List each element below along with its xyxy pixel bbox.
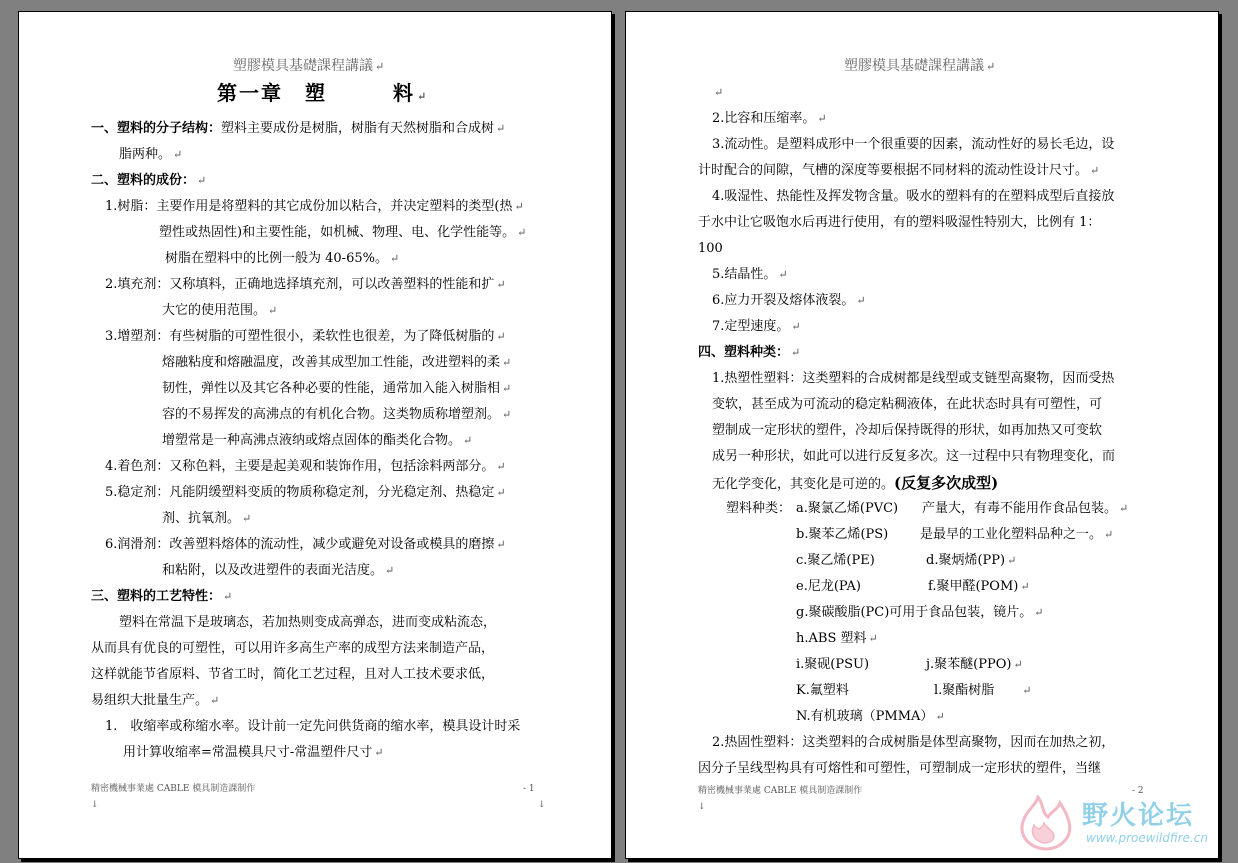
section-4: 四、塑料种类： ↵ <box>698 345 801 360</box>
text-line: 计时配合的间隙，气槽的深度等要根据不同材料的流动性设计尺寸。 ↵ <box>698 163 1100 178</box>
list-item: j.聚苯醚(PPO) ↵ <box>926 657 1023 672</box>
page-number: - 2 <box>1132 786 1144 796</box>
text-line: 因分子呈线型构具有可熔性和可塑性，可塑制成一定形状的塑件，当继 <box>698 761 1102 776</box>
list-item: e.尼龙(PA) <box>796 579 861 594</box>
text-line: 塑料种类： <box>726 501 792 516</box>
section-2: 二、塑料的成份： ↵ <box>91 173 207 188</box>
section-3: 三、塑料的工艺特性： ↵ <box>91 589 233 604</box>
text-line: 2.热固性塑料：这类塑料的合成树脂是体型高聚物，因而在加热之初， <box>712 735 1115 750</box>
text-line: 7.定型速度。 ↵ <box>712 319 801 334</box>
text-line: 3.流动性。是塑料成形中一个很重要的因素，流动性好的易长毛边，设 <box>712 137 1115 152</box>
text-line: 成另一种形状，如此可以进行反复多次。这一过程中只有物理变化，而 <box>712 449 1116 464</box>
text-line: 1. 收缩率或称缩水率。设计前一定先问供货商的缩水率，模具设计时采 <box>105 719 521 734</box>
forum-watermark <box>1014 795 1224 853</box>
text-line: 易组织大批量生产。 ↵ <box>91 693 220 708</box>
text-line: 5.稳定剂：凡能阴缓塑料变质的物质称稳定剂，分光稳定剂、热稳定 ↵ <box>105 485 506 500</box>
text-line: 1.树脂：主要作用是将塑料的其它成份加以粘合，并决定塑料的类型(热 ↵ <box>105 199 524 214</box>
list-item: 产量大，有毒不能用作食品包装。 ↵ <box>922 501 1129 516</box>
list-item: b.聚苯乙烯(PS) <box>796 527 889 542</box>
list-item: a.聚氯乙烯(PVC) <box>796 501 899 516</box>
page-header: 塑膠模具基礎課程講議 ↵ <box>233 58 385 74</box>
watermark-title: 野火论坛 <box>1082 801 1195 831</box>
text-line: 6.应力开裂及熔体液裂。 ↵ <box>712 293 866 308</box>
text-line: ↵ <box>714 86 724 99</box>
document-page-2 <box>625 11 1219 859</box>
text-line: 2.比容和压缩率。 ↵ <box>712 111 827 126</box>
list-item: g.聚碳酸脂(PC)可用于食品包装，镜片。 ↵ <box>796 605 1044 620</box>
text-line: 变软，甚至成为可流动的稳定粘稠液体，在此状态时具有可塑性，可 <box>712 397 1103 412</box>
text-line: 于水中让它吸饱水后再进行使用，有的塑料吸湿性特别大，比例有 1： <box>698 215 1101 230</box>
document-page-1 <box>18 11 612 859</box>
watermark-url: www.proewildfire.cn <box>1086 831 1208 845</box>
list-item: i.聚砚(PSU) <box>796 657 870 672</box>
page-header: 塑膠模具基礎課程講議 ↵ <box>844 58 996 74</box>
text-line: 1.热塑性塑料：这类塑料的合成树都是线型或支链型高聚物，因而受热 <box>712 371 1115 386</box>
text-line: 这样就能节省原料、节省工时，简化工艺过程，且对人工技术要求低， <box>91 667 495 682</box>
section-1: 一、塑料的分子结构：塑料主要成份是树脂，树脂有天然树脂和合成树 ↵ <box>91 121 506 136</box>
text-line: 2.填充剂：又称填料，正确地选择填充剂，可以改善塑料的性能和扩 ↵ <box>105 277 506 292</box>
page-number: - 1 <box>523 784 535 794</box>
list-item: c.聚乙烯(PE) <box>796 553 875 568</box>
list-item: d.聚炳烯(PP) ↵ <box>926 553 1017 568</box>
text-line: 大它的使用范围。 ↵ <box>162 303 278 318</box>
list-item: l.聚酯树脂 ↵ <box>934 683 1032 698</box>
text-line: 增塑常是一种高沸点液纳或熔点固体的酯类化合物。 ↵ <box>162 433 473 448</box>
text-line: 3.增塑剂：有些树脂的可塑性很小，柔软性也很差，为了降低树脂的 ↵ <box>105 329 506 344</box>
footer-mark: ↓ <box>91 800 99 810</box>
text-line: 容的不易挥发的高沸点的有机化合物。这类物质称增塑剂。 ↵ <box>162 407 512 422</box>
text-line: 5.结晶性。 ↵ <box>712 267 788 282</box>
text-line: 用计算收缩率=常温模具尺寸-常温塑件尺寸 ↵ <box>123 745 384 760</box>
text-line: 无化学变化，其变化是可逆的。(反复多次成型) <box>712 474 999 492</box>
footer-mark: ↓ <box>698 802 706 812</box>
list-item: 是最早的工业化塑料品种之一。 ↵ <box>920 527 1114 542</box>
text-line: 从而具有优良的可塑性，可以用许多高生产率的成型方法来制造产品， <box>91 641 495 656</box>
text-line: 塑制成一定形状的塑件，冷却后保持既得的形状，如再加热又可变软 <box>712 423 1103 438</box>
text-line: 100 <box>698 241 723 256</box>
list-item: f.聚甲醛(POM) ↵ <box>928 579 1030 594</box>
text-line: 塑料在常温下是玻璃态，若加热则变成高弹态，进而变成粘流态， <box>119 615 497 630</box>
footer-mark: ↓ <box>538 800 546 810</box>
text-line: 6.润滑剂：改善塑料熔体的流动性，减少或避免对设备或模具的磨擦 ↵ <box>105 537 506 552</box>
flame-logo-icon <box>1014 795 1076 853</box>
text-line: 脂两种。 ↵ <box>119 147 183 162</box>
text-line: 塑性或热固性)和主要性能，如机械、物理、电、化学性能等。 ↵ <box>159 225 527 240</box>
list-item: K.氟塑料 <box>796 683 849 698</box>
text-line: 树脂在塑料中的比例一般为 40-65%。 ↵ <box>165 251 400 266</box>
text-line: 剂、抗氧剂。 ↵ <box>162 511 252 526</box>
page-footer: 精密機械事業處 CABLE 模具制造課制作 <box>91 784 256 794</box>
text-line: 4.吸湿性、热能性及挥发物含量。吸水的塑料有的在塑料成型后直接放 <box>712 189 1115 204</box>
text-line: 和粘附，以及改进塑件的表面光洁度。 ↵ <box>162 563 395 578</box>
page-footer: 精密機械事業處 CABLE 模具制造課制作 <box>698 786 863 796</box>
list-item: h.ABS 塑料 ↵ <box>796 631 878 646</box>
text-line: 熔融粘度和熔融温度，改善其成型加工性能，改进塑料的柔 ↵ <box>162 355 512 370</box>
chapter-title: 第一章 塑 料 ↵ <box>217 81 429 105</box>
text-line: 韧性，弹性以及其它各种必要的性能，通常加入能入树脂相 ↵ <box>162 381 512 396</box>
list-item: N.有机玻璃（PMMA） ↵ <box>796 709 945 724</box>
text-line: 4.着色剂：又称色料，主要是起美观和装饰作用，包括涂料两部分。 ↵ <box>105 459 506 474</box>
